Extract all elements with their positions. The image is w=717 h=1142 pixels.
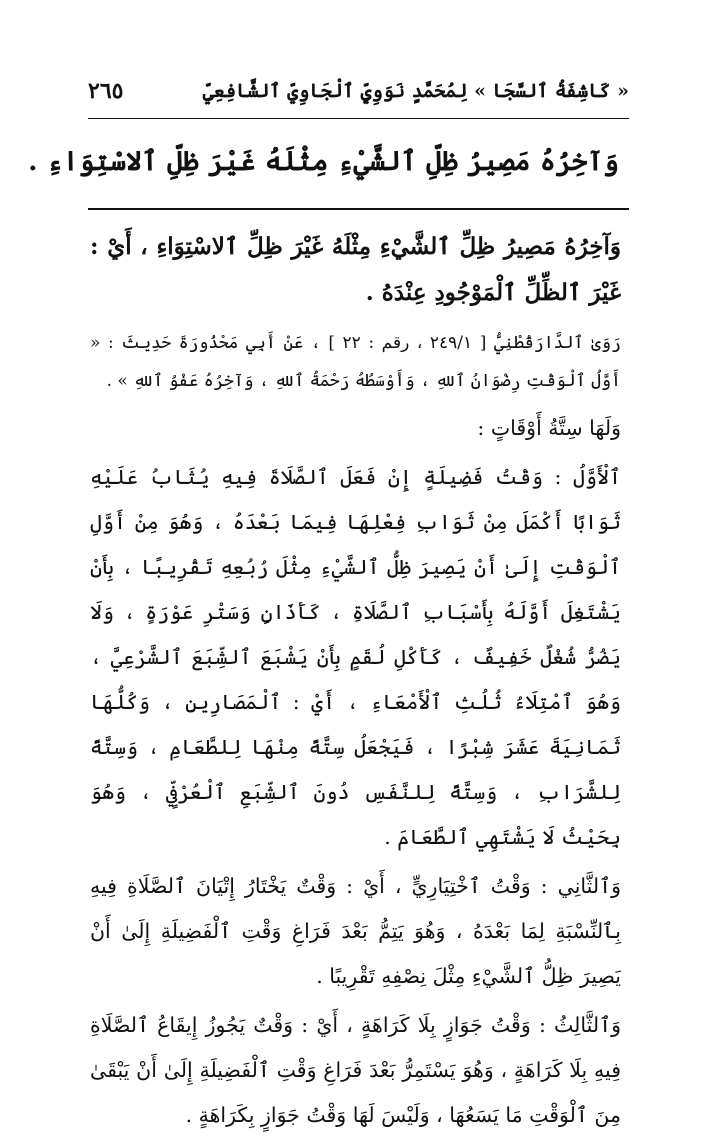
commentary-body <box>90 224 621 1142</box>
hadith-citation: رَوَىٰ ٱلدَّارَقُطْنِيُّ [ ٢٤٩/١ ، رقم : ٢٢ ] ، عَنْ أَبِي مَحْذُورَةَ حَدِيثَ : « أَوَّلُ ٱلْوَقْتِ رِضْوَانُ ٱللهِ ، وَأَوْسَطُهُ رَحْمَةُ ٱللهِ ، وَآخِرُهُ عَفْوُ ٱللهِ » . <box>90 333 622 391</box>
page-header <box>88 78 629 114</box>
second-time-paragraph: وَٱلثَّانِي : وَقْتُ ٱخْتِيَارِيٍّ ، أَيْ : وَقْتٌ يَخْتَارُ إِتْيَانَ ٱلصَّلَاةِ فِيهِ بِٱلنِّسْبَةِ لِمَا بَعْدَهُ ، وَهُوَ يَتِمُّ بَعْدَ فَرَاغِ وَقْتِ ٱلْفَضِيلَةِ إِلَىٰ أَنْ يَصِيرَ ظِلُّ ٱلشَّيْءِ مِثْلَ نِصْفِهِ تَقْرِيبًا . <box>90 874 621 988</box>
third-time-paragraph: وَٱلثَّالِثُ : وَقْتُ جَوَازٍ بِلَا كَرَاهَةٍ ، أَيْ : وَقْتٌ يَجُوزُ إِيقَاعُ ٱلصَّلَاةِ فِيهِ بِلَا كَرَاهَةٍ ، وَهُوَ يَسْتَمِرُّ بَعْدَ فَرَاغِ وَقْتِ ٱلْفَضِيلَةِ إِلَىٰ أَنْ يَبْقَىٰ مِنَ ٱلْوَقْتِ مَا يَسَعُهَا ، وَلَيْسَ لَهَا وَقْتُ جَوَازٍ بِكَرَاهَةٍ . <box>90 1013 621 1127</box>
page-number: ٢٦٥ <box>88 78 124 104</box>
commentary-intro: وَآخِرُهُ مَصِيرُ ظِلِّ ٱلشَّيْءِ مِثْلَهُ غَيْرَ ظِلِّ ٱلاسْتِوَاءِ ، أَيْ : غَيْرَ ٱلظِّلِّ ٱلْمَوْجُودِ عِنْدَهُ . <box>90 233 621 306</box>
six-times-heading: وَلَهَا سِتَّةُ أَوْقَاتٍ : <box>477 416 621 440</box>
matn-text: وَآخِرُهُ مَصِيرُ ظِلِّ ٱلشَّيْءِ مِثْلَهُ غَيْرَ ظِلِّ ٱلاسْتِوَاءِ . <box>28 146 619 177</box>
running-title: « كَاشِفَةُ ٱلسَّجَا » لِمُحَمَّدٍ نَوَوِيٍّ ٱلْجَاوِيِّ ٱلشَّافِعِيِّ <box>202 80 629 102</box>
header-rule <box>88 118 629 119</box>
matn-commentary-separator <box>88 208 629 210</box>
first-time-paragraph: ٱلْأَوَّلُ : وَقْتُ فَضِيلَةٍ إِنْ فَعَلَ ٱلصَّلَاةَ فِيهِ يُثَابُ عَلَيْهِ ثَوَابًا أَكْمَلَ مِنْ ثَوَابِ فِعْلِهَا فِيمَا بَعْدَهُ ، وَهُوَ مِنْ أَوَّلِ ٱلْوَقْتِ إِلَىٰ أَنْ يَصِيرَ ظِلُّ ٱلشَّيْءِ مِثْلَ رُبُعِهِ تَقْرِيبًا ، بِأَنْ يَشْتَغِلَ أَوَّلَهُ بِأَسْبَابِ ٱلصَّلَاةِ ، كَأَذَانٍ وَسَتْرِ عَوْرَةٍ ، وَلَا يَضُرُّ شُغْلٌ خَفِيفٌ ، كَأَكْلِ لُقَمٍ بِأَنْ يَشْبَعَ ٱلشِّبَعَ ٱلشَّرْعِيَّ ، وَهُوَ ٱمْتِلَاءُ ثُلُثِ ٱلْأَمْعَاءِ ، أَيْ : ٱلْمَصَارِينِ ، وَكُلُّهَا ثَمَانِيَةَ عَشَرَ شِبْرًا ، فَيَجْعَلُ سِتَّةً مِنْهَا لِلطَّعَامِ ، وَسِتَّةً لِلشَّرَابِ ، وَسِتَّةً لِلنَّفَسِ دُونَ ٱلشِّبَعِ ٱلْعُرْفِيِّ ، وَهُوَ بِحَيْثُ لَا يَشْتَهِي ٱلطَّعَامَ . <box>90 465 621 849</box>
